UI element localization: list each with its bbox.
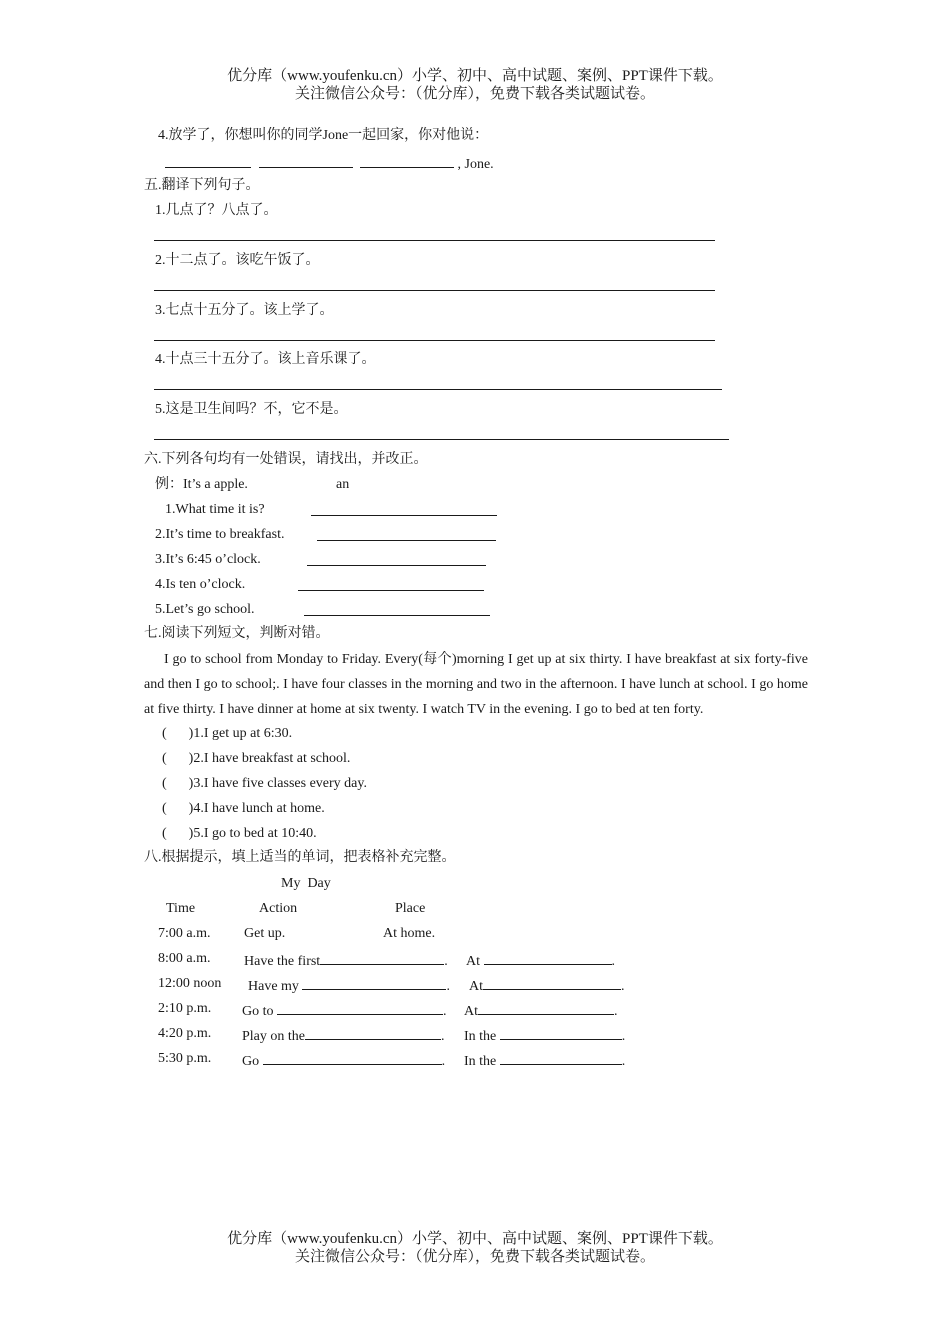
- paren-close: ): [188, 801, 194, 816]
- answer-line[interactable]: [154, 240, 715, 241]
- row-time: 12:00 noon: [158, 976, 222, 991]
- s6-item-4: 4.Is ten o’clock.: [155, 577, 246, 592]
- answer-line[interactable]: [154, 290, 715, 291]
- col-header-time: Time: [166, 901, 196, 916]
- period: .: [621, 979, 625, 994]
- row-action-cell: [248, 975, 450, 996]
- tf-statement: 1.I get up at 6:30.: [193, 726, 293, 741]
- answer-blank[interactable]: [360, 153, 454, 168]
- answer-blank[interactable]: [259, 153, 353, 168]
- answer-line[interactable]: [311, 515, 497, 516]
- footer-line-2: 关注微信公众号：（优分库），免费下载各类试题试卷。: [294, 1249, 655, 1265]
- section-5-title: 五.翻译下列句子。: [144, 178, 260, 193]
- section-8-title: 八.根据提示，填上适当的单词，把表格补充完整。: [144, 850, 456, 865]
- answer-blank[interactable]: [165, 153, 251, 168]
- answer-line[interactable]: [154, 340, 715, 341]
- footer-line-1: 优分库（www.youfenku.cn）小学、初中、高中试题、案例、PPT课件下载。: [227, 1231, 723, 1247]
- answer-blank[interactable]: [478, 1000, 614, 1015]
- s6-example: 例：It’s a apple.: [155, 477, 248, 492]
- paren-open: (: [162, 751, 167, 766]
- row-place: At home.: [383, 926, 436, 941]
- period: .: [441, 1029, 445, 1044]
- reading-passage: I go to school from Monday to Friday. Every(每个)morning I get up at six thirty. I have breakfast at six forty-five and then I go to school;. I have four classes in the morning and two in the afternoon. I have lunch at school. I go home at five thirty. I have dinner at home at six twenty. I watch TV in the evening. I go to bed at ten forty.: [144, 652, 808, 717]
- answer-blank[interactable]: [302, 975, 446, 990]
- paren-close: ): [188, 751, 194, 766]
- tf-item-2: [162, 750, 350, 768]
- row-action: Have my: [248, 979, 299, 994]
- row-action: Get up.: [244, 926, 286, 941]
- s5-item-1: 1.几点了？八点了。: [155, 203, 278, 218]
- paren-open: (: [162, 776, 167, 791]
- tf-statement: 2.I have breakfast at school.: [193, 751, 351, 766]
- section-6-title: 六.下列各句均有一处错误，请找出，并改正。: [144, 452, 428, 467]
- s6-item-3: 3.It’s 6:45 o’clock.: [155, 552, 261, 567]
- period: .: [621, 1029, 626, 1044]
- period: .: [441, 1054, 446, 1069]
- row-action: Play on the: [242, 1029, 305, 1044]
- period: .: [614, 1004, 618, 1019]
- row-place: At: [469, 979, 483, 994]
- paren-close: ): [188, 776, 194, 791]
- answer-blank[interactable]: [484, 950, 612, 965]
- answer-blank[interactable]: [483, 975, 621, 990]
- table-title: My Day: [281, 876, 331, 891]
- row-place: At: [464, 1004, 478, 1019]
- s5-item-3: 3.七点十五分了。该上学了。: [155, 303, 334, 318]
- row-action-cell: [244, 950, 448, 971]
- s6-item-1: 1.What time it is?: [165, 502, 265, 517]
- row-place: At: [466, 954, 480, 969]
- row-time: 2:10 p.m.: [158, 1001, 212, 1016]
- row-action: Go: [242, 1054, 260, 1069]
- q4-prompt: 4.放学了，你想叫你的同学Jone一起回家，你对他说：: [158, 128, 489, 143]
- row-action-cell: [242, 1025, 445, 1046]
- s5-item-5: 5.这是卫生间吗？不，它不是。: [155, 402, 348, 417]
- paren-close: ): [188, 726, 194, 741]
- row-action-cell: [242, 1050, 445, 1071]
- answer-blank[interactable]: [500, 1050, 622, 1065]
- row-action-cell: [242, 1000, 447, 1021]
- tf-statement: 3.I have five classes every day.: [193, 776, 367, 791]
- answer-line[interactable]: [154, 439, 729, 440]
- s6-example-answer: an: [336, 477, 350, 492]
- paren-open: (: [162, 801, 167, 816]
- row-action: Go to: [242, 1004, 274, 1019]
- col-header-action: Action: [259, 901, 298, 916]
- tf-statement: 4.I have lunch at home.: [193, 801, 325, 816]
- answer-blank[interactable]: [500, 1025, 622, 1040]
- answer-line[interactable]: [154, 389, 722, 390]
- paren-open: (: [162, 726, 167, 741]
- row-time: 7:00 a.m.: [158, 926, 211, 941]
- paren-close: ): [188, 826, 194, 841]
- answer-line[interactable]: [307, 565, 486, 566]
- row-time: 8:00 a.m.: [158, 951, 211, 966]
- s6-item-2: 2.It’s time to breakfast.: [155, 527, 285, 542]
- row-place-cell: [466, 950, 615, 971]
- answer-blank[interactable]: [263, 1050, 442, 1065]
- tf-statement: 5.I go to bed at 10:40.: [193, 826, 317, 841]
- row-time: 4:20 p.m.: [158, 1026, 212, 1041]
- period: .: [444, 954, 448, 969]
- row-time: 5:30 p.m.: [158, 1051, 212, 1066]
- paren-open: (: [162, 826, 167, 841]
- period: .: [621, 1054, 626, 1069]
- answer-blank[interactable]: [320, 950, 444, 965]
- header-line-2: 关注微信公众号：（优分库），免费下载各类试题试卷。: [294, 86, 655, 102]
- row-place-cell: [464, 1050, 625, 1071]
- period: .: [611, 954, 615, 969]
- row-place: In the: [464, 1029, 497, 1044]
- header-line-1: 优分库（www.youfenku.cn）小学、初中、高中试题、案例、PPT课件下载。: [227, 68, 723, 84]
- row-place-cell: [464, 1000, 618, 1021]
- section-7-title: 七.阅读下列短文，判断对错。: [144, 626, 330, 641]
- row-action: Have the first: [244, 954, 321, 969]
- s5-item-4: 4.十点三十五分了。该上音乐课了。: [155, 352, 376, 367]
- period: .: [446, 979, 450, 994]
- q4-answer-line: [165, 153, 494, 174]
- answer-line[interactable]: [298, 590, 484, 591]
- row-place-cell: [469, 975, 625, 996]
- answer-line[interactable]: [317, 540, 496, 541]
- tf-item-1: [162, 725, 292, 743]
- tf-item-4: [162, 800, 325, 818]
- s5-item-2: 2.十二点了。该吃午饭了。: [155, 253, 320, 268]
- row-place-cell: [464, 1025, 625, 1046]
- col-header-place: Place: [395, 901, 426, 916]
- s6-item-5: 5.Let’s go school.: [155, 602, 255, 617]
- tf-item-5: [162, 825, 317, 843]
- answer-blank[interactable]: [277, 1000, 443, 1015]
- answer-line[interactable]: [304, 615, 490, 616]
- row-place: In the: [464, 1054, 497, 1069]
- q4-tail: , Jone.: [457, 157, 494, 172]
- tf-item-3: [162, 775, 367, 793]
- period: .: [443, 1004, 447, 1019]
- answer-blank[interactable]: [305, 1025, 441, 1040]
